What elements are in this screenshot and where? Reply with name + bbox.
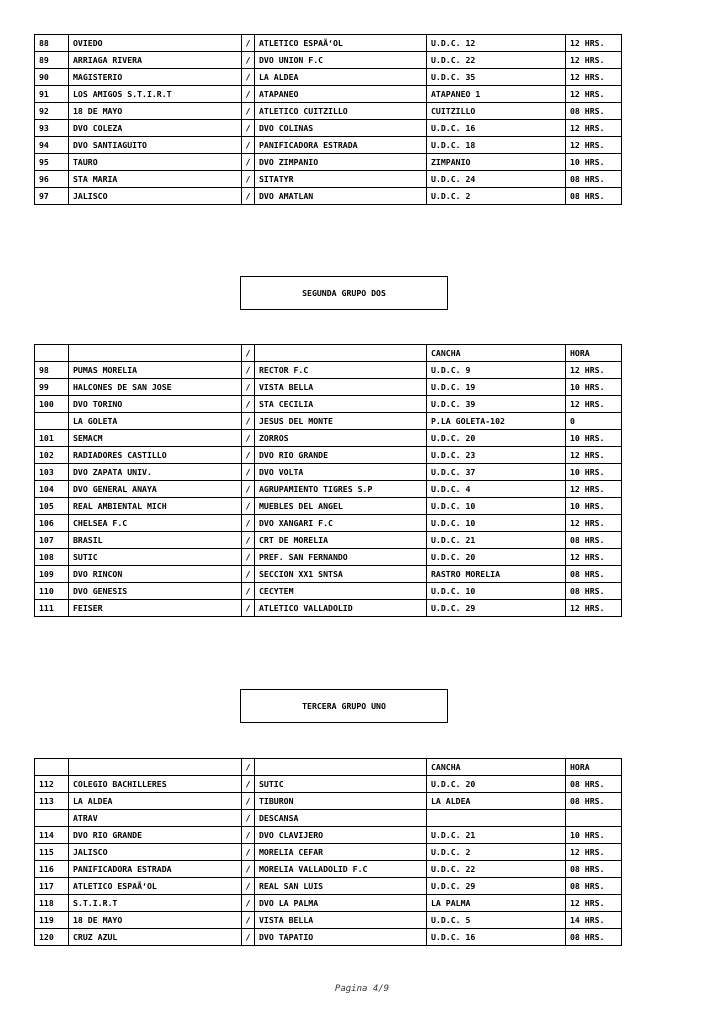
table-row: [35, 549, 622, 566]
match-time: 12 HRS.: [566, 69, 622, 86]
match-time: 12 HRS.: [566, 120, 622, 137]
table-row: [35, 895, 622, 912]
away-team: SITATYR: [255, 171, 427, 188]
field-name: CANCHA: [427, 759, 566, 776]
match-number: 93: [35, 120, 69, 137]
match-number: 120: [35, 929, 69, 946]
match-number: 97: [35, 188, 69, 205]
match-time: 12 HRS.: [566, 52, 622, 69]
away-team: MORELIA VALLADOLID F.C: [255, 861, 427, 878]
field-name: U.D.C. 5: [427, 912, 566, 929]
table-row: [35, 532, 622, 549]
versus-separator: /: [242, 481, 255, 498]
match-time: 08 HRS.: [566, 171, 622, 188]
match-number: 90: [35, 69, 69, 86]
away-team: TIBURON: [255, 793, 427, 810]
field-name: U.D.C. 10: [427, 583, 566, 600]
match-number: 107: [35, 532, 69, 549]
table-row: [35, 396, 622, 413]
versus-separator: /: [242, 103, 255, 120]
versus-separator: /: [242, 895, 255, 912]
home-team: DVO COLEZA: [69, 120, 242, 137]
away-team: [255, 759, 427, 776]
match-number: 109: [35, 566, 69, 583]
versus-separator: /: [242, 69, 255, 86]
versus-separator: /: [242, 464, 255, 481]
match-time: 12 HRS.: [566, 600, 622, 617]
versus-separator: /: [242, 52, 255, 69]
away-team: VISTA BELLA: [255, 912, 427, 929]
match-number: 113: [35, 793, 69, 810]
field-name: ZIMPANIO: [427, 154, 566, 171]
field-name: U.D.C. 4: [427, 481, 566, 498]
match-number: 98: [35, 362, 69, 379]
table-row: [35, 69, 622, 86]
match-number: 91: [35, 86, 69, 103]
match-number: 96: [35, 171, 69, 188]
versus-separator: /: [242, 600, 255, 617]
match-time: 12 HRS.: [566, 137, 622, 154]
match-number: 114: [35, 827, 69, 844]
table-row: [35, 861, 622, 878]
home-team: PUMAS MORELIA: [69, 362, 242, 379]
versus-separator: /: [242, 498, 255, 515]
away-team: JESUS DEL MONTE: [255, 413, 427, 430]
match-number: 119: [35, 912, 69, 929]
home-team: SEMACM: [69, 430, 242, 447]
table-row: [35, 583, 622, 600]
match-time: 08 HRS.: [566, 532, 622, 549]
home-team: SUTIC: [69, 549, 242, 566]
home-team: RADIADORES CASTILLO: [69, 447, 242, 464]
versus-separator: /: [242, 878, 255, 895]
match-number: [35, 345, 69, 362]
away-team: CRT DE MORELIA: [255, 532, 427, 549]
field-name: U.D.C. 9: [427, 362, 566, 379]
match-time: HORA: [566, 759, 622, 776]
match-number: 111: [35, 600, 69, 617]
away-team: DVO XANGARI F.C: [255, 515, 427, 532]
field-name: U.D.C. 39: [427, 396, 566, 413]
group-title-tercera-uno: TERCERA GRUPO UNO: [240, 689, 448, 723]
table-row: [35, 171, 622, 188]
home-team: DVO TORINO: [69, 396, 242, 413]
match-time: 14 HRS.: [566, 912, 622, 929]
match-number: [35, 810, 69, 827]
away-team: SECCION XX1 SNTSA: [255, 566, 427, 583]
away-team: DVO TAPATIO: [255, 929, 427, 946]
match-time: 10 HRS.: [566, 154, 622, 171]
match-time: 12 HRS.: [566, 396, 622, 413]
table-row: [35, 413, 622, 430]
away-team: MUEBLES DEL ANGEL: [255, 498, 427, 515]
away-team: DVO LA PALMA: [255, 895, 427, 912]
home-team: DVO GENERAL ANAYA: [69, 481, 242, 498]
versus-separator: /: [242, 379, 255, 396]
match-time: 08 HRS.: [566, 583, 622, 600]
away-team: ZORROS: [255, 430, 427, 447]
table-row: [35, 86, 622, 103]
away-team: CECYTEM: [255, 583, 427, 600]
field-name: U.D.C. 29: [427, 878, 566, 895]
home-team: ATRAV: [69, 810, 242, 827]
schedule-table-continued: [34, 34, 622, 205]
match-time: 12 HRS.: [566, 549, 622, 566]
match-number: 92: [35, 103, 69, 120]
away-team: MORELIA CEFAR: [255, 844, 427, 861]
versus-separator: /: [242, 759, 255, 776]
versus-separator: /: [242, 776, 255, 793]
match-number: 112: [35, 776, 69, 793]
match-time: 12 HRS.: [566, 515, 622, 532]
field-name: ATAPANEO 1: [427, 86, 566, 103]
table-row: [35, 878, 622, 895]
match-number: 101: [35, 430, 69, 447]
match-time: 08 HRS.: [566, 776, 622, 793]
home-team: TAURO: [69, 154, 242, 171]
home-team: COLEGIO BACHILLERES: [69, 776, 242, 793]
match-number: 100: [35, 396, 69, 413]
field-name: U.D.C. 2: [427, 188, 566, 205]
match-time: HORA: [566, 345, 622, 362]
versus-separator: /: [242, 532, 255, 549]
match-time: 08 HRS.: [566, 861, 622, 878]
table-header-row: [35, 345, 622, 362]
match-time: 12 HRS.: [566, 86, 622, 103]
versus-separator: /: [242, 861, 255, 878]
match-number: 95: [35, 154, 69, 171]
match-time: [566, 810, 622, 827]
table-row: [35, 827, 622, 844]
match-number: 118: [35, 895, 69, 912]
field-name: U.D.C. 2: [427, 844, 566, 861]
home-team: BRASIL: [69, 532, 242, 549]
versus-separator: /: [242, 827, 255, 844]
table-row: [35, 379, 622, 396]
table-row: [35, 515, 622, 532]
match-time: 08 HRS.: [566, 878, 622, 895]
versus-separator: /: [242, 810, 255, 827]
match-number: 99: [35, 379, 69, 396]
table-row: [35, 103, 622, 120]
match-number: 115: [35, 844, 69, 861]
versus-separator: /: [242, 549, 255, 566]
versus-separator: /: [242, 583, 255, 600]
match-time: 12 HRS.: [566, 895, 622, 912]
versus-separator: /: [242, 844, 255, 861]
home-team: CRUZ AZUL: [69, 929, 242, 946]
away-team: [255, 345, 427, 362]
table-row: [35, 447, 622, 464]
away-team: ATAPANEO: [255, 86, 427, 103]
away-team: ATLETICO VALLADOLID: [255, 600, 427, 617]
away-team: AGRUPAMIENTO TIGRES S.P: [255, 481, 427, 498]
field-name: U.D.C. 23: [427, 447, 566, 464]
home-team: 18 DE MAYO: [69, 912, 242, 929]
home-team: LOS AMIGOS S.T.I.R.T: [69, 86, 242, 103]
versus-separator: /: [242, 430, 255, 447]
away-team: SUTIC: [255, 776, 427, 793]
versus-separator: /: [242, 566, 255, 583]
home-team: STA MARIA: [69, 171, 242, 188]
match-time: 10 HRS.: [566, 827, 622, 844]
home-team: S.T.I.R.T: [69, 895, 242, 912]
field-name: U.D.C. 35: [427, 69, 566, 86]
field-name: CANCHA: [427, 345, 566, 362]
match-time: 10 HRS.: [566, 464, 622, 481]
match-number: 110: [35, 583, 69, 600]
match-time: 12 HRS.: [566, 481, 622, 498]
versus-separator: /: [242, 171, 255, 188]
field-name: U.D.C. 18: [427, 137, 566, 154]
match-number: 94: [35, 137, 69, 154]
table-row: [35, 464, 622, 481]
home-team: 18 DE MAYO: [69, 103, 242, 120]
versus-separator: /: [242, 154, 255, 171]
match-number: 104: [35, 481, 69, 498]
away-team: PREF. SAN FERNANDO: [255, 549, 427, 566]
table-row: [35, 120, 622, 137]
versus-separator: /: [242, 120, 255, 137]
field-name: U.D.C. 29: [427, 600, 566, 617]
away-team: DVO AMATLAN: [255, 188, 427, 205]
match-number: 108: [35, 549, 69, 566]
table-row: [35, 137, 622, 154]
schedule-table-segunda-dos: [34, 344, 622, 617]
home-team: DVO GENESIS: [69, 583, 242, 600]
table-row: [35, 810, 622, 827]
versus-separator: /: [242, 137, 255, 154]
home-team: DVO SANTIAGUITO: [69, 137, 242, 154]
table-row: [35, 154, 622, 171]
home-team: LA GOLETA: [69, 413, 242, 430]
table-row: [35, 912, 622, 929]
field-name: U.D.C. 10: [427, 498, 566, 515]
home-team: MAGISTERIO: [69, 69, 242, 86]
away-team: VISTA BELLA: [255, 379, 427, 396]
home-team: CHELSEA F.C: [69, 515, 242, 532]
away-team: DVO CLAVIJERO: [255, 827, 427, 844]
table-row: [35, 776, 622, 793]
home-team: DVO RIO GRANDE: [69, 827, 242, 844]
field-name: U.D.C. 21: [427, 827, 566, 844]
versus-separator: /: [242, 447, 255, 464]
field-name: LA ALDEA: [427, 793, 566, 810]
match-number: 105: [35, 498, 69, 515]
field-name: U.D.C. 22: [427, 52, 566, 69]
match-number: 88: [35, 35, 69, 52]
versus-separator: /: [242, 35, 255, 52]
table-row: [35, 844, 622, 861]
match-time: 10 HRS.: [566, 379, 622, 396]
versus-separator: /: [242, 413, 255, 430]
table-row: [35, 793, 622, 810]
match-time: 08 HRS.: [566, 793, 622, 810]
away-team: ATLETICO CUITZILLO: [255, 103, 427, 120]
home-team: PANIFICADORA ESTRADA: [69, 861, 242, 878]
match-time: 08 HRS.: [566, 188, 622, 205]
field-name: U.D.C. 37: [427, 464, 566, 481]
match-number: [35, 759, 69, 776]
away-team: DVO COLINAS: [255, 120, 427, 137]
table-row: [35, 566, 622, 583]
table-row: [35, 498, 622, 515]
versus-separator: /: [242, 396, 255, 413]
field-name: U.D.C. 16: [427, 120, 566, 137]
table-row: [35, 188, 622, 205]
field-name: U.D.C. 22: [427, 861, 566, 878]
match-time: 08 HRS.: [566, 103, 622, 120]
table-row: [35, 52, 622, 69]
away-team: STA CECILIA: [255, 396, 427, 413]
field-name: U.D.C. 19: [427, 379, 566, 396]
match-number: 89: [35, 52, 69, 69]
away-team: REAL SAN LUIS: [255, 878, 427, 895]
away-team: RECTOR F.C: [255, 362, 427, 379]
versus-separator: /: [242, 86, 255, 103]
home-team: HALCONES DE SAN JOSE: [69, 379, 242, 396]
field-name: LA PALMA: [427, 895, 566, 912]
home-team: DVO RINCON: [69, 566, 242, 583]
match-number: 116: [35, 861, 69, 878]
field-name: U.D.C. 20: [427, 549, 566, 566]
field-name: U.D.C. 20: [427, 776, 566, 793]
field-name: RASTRO MORELIA: [427, 566, 566, 583]
field-name: U.D.C. 12: [427, 35, 566, 52]
home-team: FEISER: [69, 600, 242, 617]
versus-separator: /: [242, 188, 255, 205]
versus-separator: /: [242, 345, 255, 362]
match-time: 08 HRS.: [566, 929, 622, 946]
away-team: DVO ZIMPANIO: [255, 154, 427, 171]
versus-separator: /: [242, 515, 255, 532]
home-team: DVO ZAPATA UNIV.: [69, 464, 242, 481]
home-team: REAL AMBIENTAL MICH: [69, 498, 242, 515]
table-row: [35, 929, 622, 946]
away-team: DVO RIO GRANDE: [255, 447, 427, 464]
match-time: 12 HRS.: [566, 35, 622, 52]
field-name: P.LA GOLETA-102: [427, 413, 566, 430]
match-time: 12 HRS.: [566, 447, 622, 464]
group-title-segunda-dos: SEGUNDA GRUPO DOS: [240, 276, 448, 310]
away-team: LA ALDEA: [255, 69, 427, 86]
page-number: Pagina 4/9: [334, 984, 390, 994]
table-header-row: [35, 759, 622, 776]
match-time: 10 HRS.: [566, 430, 622, 447]
match-number: 117: [35, 878, 69, 895]
away-team: DVO UNION F.C: [255, 52, 427, 69]
schedule-table-tercera-uno: [34, 758, 622, 946]
match-time: 0: [566, 413, 622, 430]
field-name: U.D.C. 24: [427, 171, 566, 188]
field-name: [427, 810, 566, 827]
home-team: [69, 759, 242, 776]
match-time: 08 HRS.: [566, 566, 622, 583]
table-row: [35, 35, 622, 52]
field-name: U.D.C. 21: [427, 532, 566, 549]
match-time: 12 HRS.: [566, 362, 622, 379]
field-name: U.D.C. 10: [427, 515, 566, 532]
field-name: U.D.C. 20: [427, 430, 566, 447]
home-team: [69, 345, 242, 362]
table-row: [35, 600, 622, 617]
home-team: OVIEDO: [69, 35, 242, 52]
table-row: [35, 362, 622, 379]
home-team: JALISCO: [69, 844, 242, 861]
versus-separator: /: [242, 912, 255, 929]
home-team: ARRIAGA RIVERA: [69, 52, 242, 69]
field-name: CUITZILLO: [427, 103, 566, 120]
away-team: ATLETICO ESPAÃ‘OL: [255, 35, 427, 52]
field-name: U.D.C. 16: [427, 929, 566, 946]
match-number: 106: [35, 515, 69, 532]
match-time: 12 HRS.: [566, 844, 622, 861]
versus-separator: /: [242, 929, 255, 946]
versus-separator: /: [242, 793, 255, 810]
table-row: [35, 481, 622, 498]
match-number: [35, 413, 69, 430]
home-team: JALISCO: [69, 188, 242, 205]
away-team: PANIFICADORA ESTRADA: [255, 137, 427, 154]
match-number: 102: [35, 447, 69, 464]
away-team: DVO VOLTA: [255, 464, 427, 481]
match-time: 10 HRS.: [566, 498, 622, 515]
table-row: [35, 430, 622, 447]
match-number: 103: [35, 464, 69, 481]
home-team: LA ALDEA: [69, 793, 242, 810]
home-team: ATLETICO ESPAÃ‘OL: [69, 878, 242, 895]
away-team: DESCANSA: [255, 810, 427, 827]
versus-separator: /: [242, 362, 255, 379]
